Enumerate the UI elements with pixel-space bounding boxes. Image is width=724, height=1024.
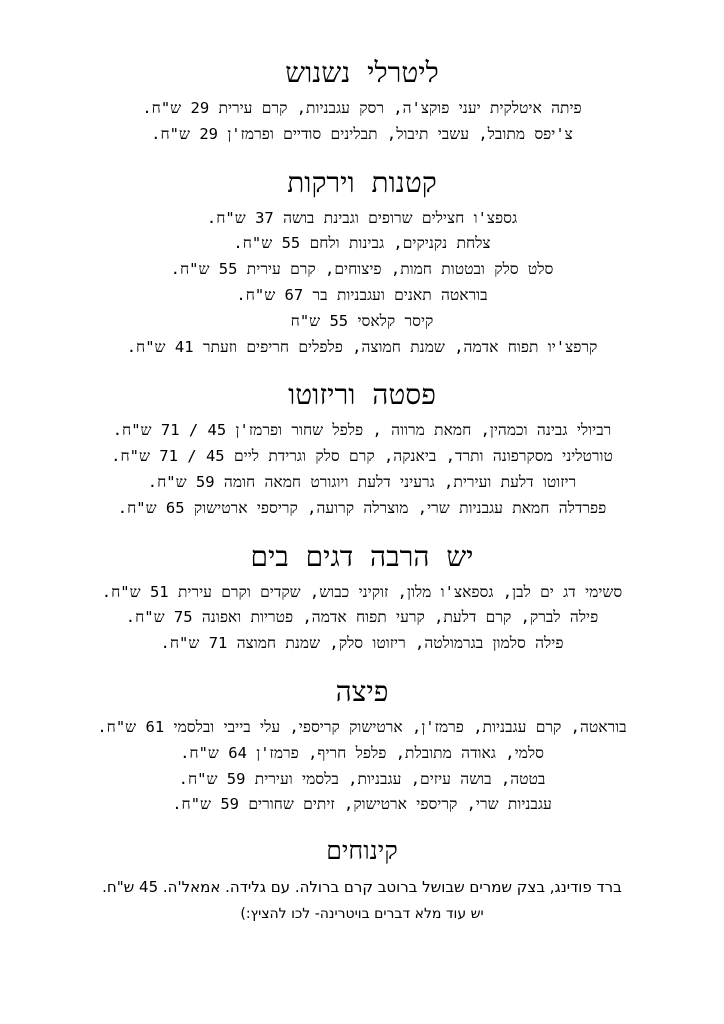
menu-item: סלמי, גאודה מתובלת, פלפל חריף, פרמז'ן 64 ש"ח. xyxy=(180,743,544,762)
menu-section-small-dishes xyxy=(0,166,724,361)
menu-item: טורטליני מסקרפונה ותרד, ביאנקה, קרם סלק וגרידת ליים 45 / 71 ש"ח. xyxy=(111,447,613,466)
menu-item: קרפצ'יו תפוח אדמה, שמנת חמוצה, פלפלים חריפים וזעתר 41 ש"ח. xyxy=(126,337,598,356)
menu-item: סלט סלק ובטטות חמות, פיצוחים, קרם עירית 55 ש"ח. xyxy=(170,260,554,279)
menu-item: בוראטה תאנים ועגבניות בר 67 ש"ח. xyxy=(236,285,488,304)
menu-item: סשימי דג ים לבן, גספאצ'ו מלון, זוקיני כבוש, שקדים וקרם עירית 51 ש"ח. xyxy=(101,582,623,601)
menu-item: ריזוטו דלעת ועירית, גרעיני דלעת ויוגורט חמאה חומה 59 ש"ח. xyxy=(147,472,577,491)
menu-item: פילה סלמון בגרמולטה, ריזוטו סלק, שמנת חמוצה 71 ש"ח. xyxy=(160,634,564,653)
section-title: קטנות וירקות xyxy=(287,165,437,199)
menu-item: צלחת נקניקים, גבינות ולחם 55 ש"ח. xyxy=(233,234,491,253)
menu-item: פיתה איטלקית יעני פוקצ'ה, רסק עגבניות, קרם עירית 29 ש"ח. xyxy=(142,99,582,117)
menu-item: צ'יפס מתובל, עשבי תיבול, תבלינים סודיים ופרמז'ן 29 ש"ח. xyxy=(151,124,573,143)
menu-item: ברד פודינג, בצק שמרים שבושל ברוטב קרם ברולה. עם גלידה. אמאל'ה. 45 ש"ח. xyxy=(102,878,622,897)
menu-note: יש עוד מלא דברים בויטרינה- לכו להציץ:) xyxy=(240,906,484,923)
menu-item: קיסר קלאסי 55 ש"ח xyxy=(290,311,434,330)
section-title: ליטרלי נשנוש xyxy=(285,56,439,89)
menu-section-pizza xyxy=(0,675,724,818)
menu-item: רביולי גבינה וכמהין, חמאת מרווה , פלפל שחור ופרמז'ן 45 / 71 ש"ח. xyxy=(112,421,612,440)
menu-section-fish xyxy=(0,540,724,657)
menu-section-desserts xyxy=(0,836,724,928)
menu-item: בטטה, בושה עיזים, עגבניות, בלסמי ועירית 59 ש"ח. xyxy=(178,769,546,788)
menu-item: גספצ'ו חצילים שרופים וגבינת בושה 37 ש"ח. xyxy=(206,208,518,227)
menu xyxy=(0,56,724,946)
section-title: יש הרבה דגים בים xyxy=(250,539,474,573)
menu-section-pasta xyxy=(0,378,724,521)
menu-section-snacks xyxy=(0,56,724,148)
menu-item: בוראטה, קרם עגבניות, פרמז'ן, ארטישוק קריספי, עלי בייבי ובלסמי 61 ש"ח. xyxy=(97,717,627,736)
menu-item: פילה לברק, קרם דלעת, קרעי תפוח אדמה, פטריות ואפונה 75 ש"ח. xyxy=(125,608,599,627)
section-title: פיצה xyxy=(335,674,389,708)
menu-item: עגבניות שרי, קריספי ארטישוק, זיתים שחורים 59 ש"ח. xyxy=(172,795,552,814)
section-title: פסטה וריזוטו xyxy=(288,378,436,412)
menu-item: פפרדלה חמאת עגבניות שרי, מוצרלה קרועה, קריספי ארטישוק 65 ש"ח. xyxy=(117,498,607,517)
section-title: קינוחים xyxy=(326,836,398,866)
